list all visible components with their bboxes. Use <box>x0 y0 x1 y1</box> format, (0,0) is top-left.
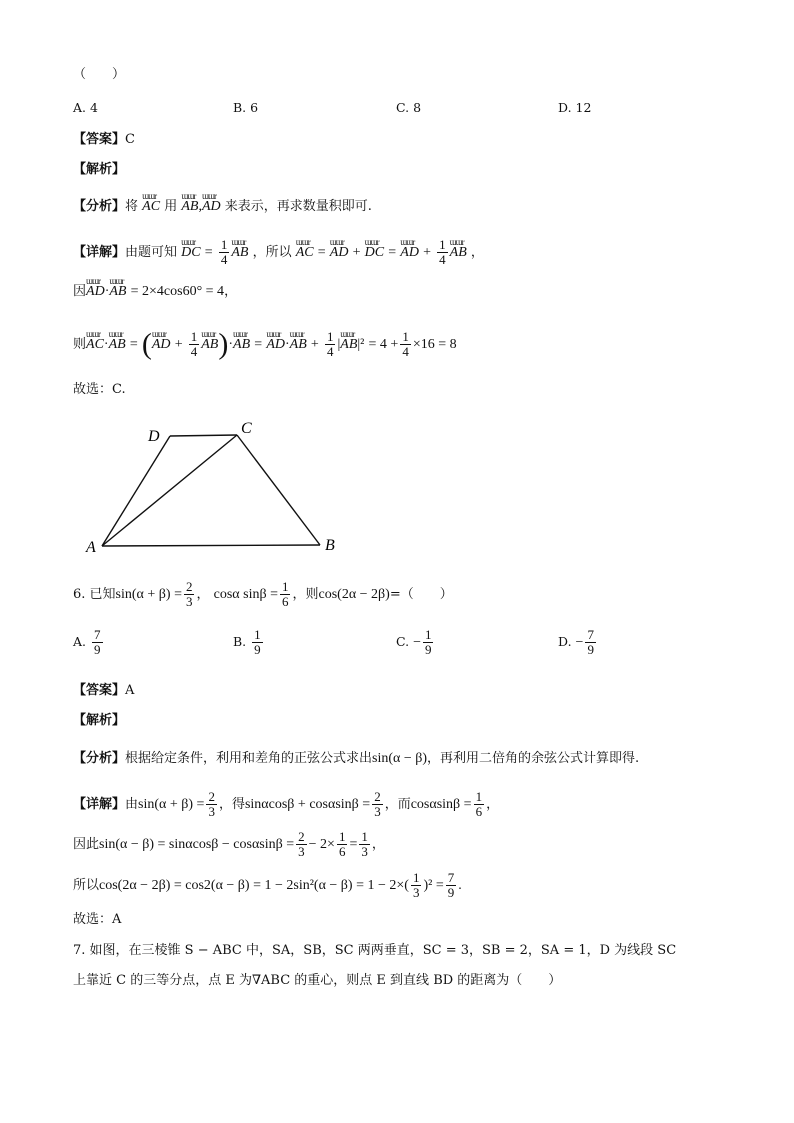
q6-stem-text: ， <box>196 587 210 602</box>
answer-line <box>73 131 135 149</box>
q6-fenxi-line <box>73 750 639 768</box>
q6-stem-text: 6. 已知 <box>73 587 116 602</box>
yinci-expr: sin(α − β) = sinαcosβ − cosαsinβ = <box>99 837 295 852</box>
label-b: B <box>325 537 335 554</box>
analysis-tag: 【解析】 <box>73 162 126 177</box>
yin-tail: ， <box>224 284 238 299</box>
fenxi-line: 【分析】将 ɯɯr AC 用 ɯɯr AB,ɯɯr AD 来表示，再求数量积即可. <box>73 198 372 216</box>
suoyi-expr: cos(2α − 2β) = cos2(α − β) = 1 − 2sin²(α − β) = 1 − 2×( <box>99 878 409 893</box>
q6-option-d: D. − $\frac{7}{9}$ <box>558 627 594 657</box>
ze-text: 则 <box>73 337 87 352</box>
quadrilateral-figure <box>82 418 342 558</box>
detail-text: 由题可知 <box>125 245 178 260</box>
detail-text: ， <box>470 245 484 260</box>
fenxi-expr: sin(α − β) <box>372 751 428 766</box>
fenxi-tail: ，再利用二倍角的余弦公式计算即得. <box>427 751 640 766</box>
q6-analysis-tag: 【解析】 <box>73 713 126 728</box>
answer-value: A <box>125 683 135 698</box>
answer-value: C <box>125 132 135 147</box>
q6-answer-line <box>73 682 134 700</box>
label-a: A <box>86 539 96 556</box>
option-d: D. 12 <box>558 100 592 115</box>
fenxi-tag: 【分析】 <box>73 199 126 214</box>
q6-yinci-line: 因此sin(α − β) = sinαcosβ − cosαsinβ = $\frac{2}{3}$ − 2× $\frac{1}{6}$ = $\frac{1}{3}$ ， <box>73 829 385 859</box>
vector-ac: ɯɯr AC <box>142 198 160 216</box>
label-d: D <box>148 428 160 445</box>
fenxi-text: 用 <box>164 199 178 214</box>
ze-tail: = 4 + <box>368 337 399 352</box>
detail-text: ，所以 <box>252 245 292 260</box>
edge-cd <box>170 435 237 436</box>
option-c: C. 8 <box>396 100 422 115</box>
select-line: 故选：C. <box>73 382 126 397</box>
q6-detail-line: 【详解】由sin(α + β) = $\frac{2}{3}$ ，得sinαcosβ + cosαsinβ = $\frac{2}{3}$ ，而cosαsinβ = $\frac{1}{6}$ ， <box>73 789 500 819</box>
yin-eq: = 2×4cos60° = 4 <box>130 284 225 299</box>
suoyi-text: 所以 <box>73 878 100 893</box>
detail-line: 【详解】由题可知 ɯɯr DC = $\frac{1}{4}$ ɯɯr AB ，所以 ɯɯr AC = ɯɯr AD + ɯɯr DC = ɯɯr AD + $\frac{1}{4}$ ɯɯr AB ， <box>73 238 484 267</box>
yin-line: 因ɯɯr AD·ɯɯr AB = 2×4cos60° = 4， <box>73 283 237 301</box>
option-a: A. 4 <box>73 100 98 115</box>
fenxi-text: 根据给定条件，利用和差角的正弦公式求出 <box>125 751 373 766</box>
vector-ab: ɯɯr AB <box>181 198 198 216</box>
detail-tag: 【详解】 <box>73 797 126 812</box>
q6-option-c: C. − $\frac{1}{9}$ <box>396 627 432 657</box>
q6-stem-text: ，则 <box>292 587 319 602</box>
answer-tag: 【答案】 <box>73 683 126 698</box>
label-c: C <box>241 420 252 437</box>
q7-line-1: 7. 如图，在三棱锥 S − ABC 中，SA，SB，SC 两两垂直，SC = 3，SB = 2，SA = 1，D 为线段 SC <box>73 943 677 958</box>
q7-line-2: 上靠近 C 的三等分点，点 E 为∇ABC 的重心，则点 E 到直线 BD 的距离为（ ） <box>73 973 562 988</box>
q6-option-a: A. $\frac{7}{9}$ <box>73 627 101 657</box>
fenxi-text: 将 <box>125 199 139 214</box>
edge-da <box>102 436 170 546</box>
fraction: $\frac{1}{4}$ <box>220 237 228 267</box>
ze-line: 则ɯɯr AC·ɯɯr AB = (ɯɯr AD + $\frac{1}{4}$ ɯɯr AB)·ɯɯr AB = ɯɯr AD·ɯɯr AB + $\frac{1}{4}$ |ɯɯr AB|² = 4 + $\frac{1}{4}$ ×16 = 8 <box>73 330 457 359</box>
option-b: B. 6 <box>233 100 259 115</box>
q6-option-b: B. $\frac{1}{9}$ <box>233 627 261 657</box>
q6-suoyi-line: 所以cos(2α − 2β) = cos2(α − β) = 1 − 2sin²(α − β) = 1 − 2×( $\frac{1}{3}$ )² = $\frac{7}{9}$ . <box>73 870 462 900</box>
edge-ab <box>102 545 320 546</box>
q6-stem: 6. 已知sin(α + β) = $\frac{2}{3}$ ， cosα sinβ = $\frac{1}{6}$ ，则cos(2α − 2β)=（ ） <box>73 579 453 609</box>
vector-ad: ɯɯr AD <box>202 198 221 216</box>
edge-bc <box>237 435 320 545</box>
detail-tag: 【详解】 <box>73 245 126 260</box>
yin-text: 因 <box>73 284 87 299</box>
ze-tail2: ×16 = 8 <box>412 337 457 352</box>
answer-tag: 【答案】 <box>73 132 126 147</box>
edge-ac <box>102 435 237 546</box>
fenxi-tag: 【分析】 <box>73 751 126 766</box>
q6-select-line: 故选：A <box>73 912 122 927</box>
q6-stem-text: =（ ） <box>389 587 453 602</box>
yinci-text: 因此 <box>73 837 100 852</box>
fenxi-text: 来表示，再求数量积即可. <box>224 199 372 214</box>
question-paren: （ ） <box>73 67 126 82</box>
